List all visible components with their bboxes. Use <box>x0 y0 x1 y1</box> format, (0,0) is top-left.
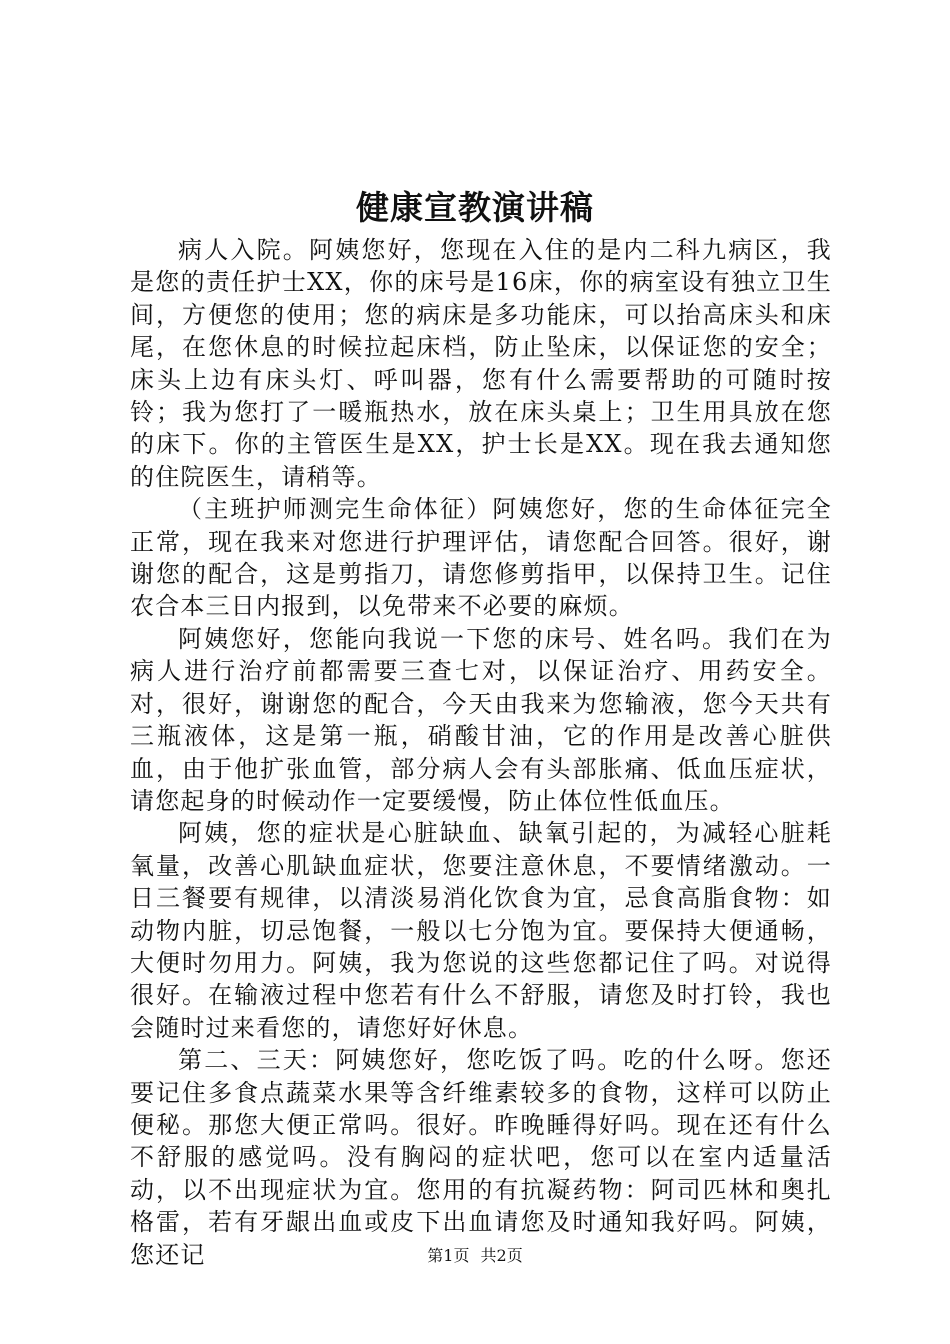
page-number-total: 共2页 <box>480 1246 523 1265</box>
paragraph: 阿姨，您的症状是心脏缺血、缺氧引起的，为减轻心脏耗氧量，改善心肌缺血症状，您要注意休息，不要情绪激动。一日三餐要有规律，以清淡易消化饮食为宜，忌食高脂食物：如动物内脏，切忌饱餐，一般以七分饱为宜。要保持大便通畅，大便时勿用力。阿姨，我为您说的这些您都记住了吗。对说得很好。在输液过程中您若有什么不舒服，请您及时打铃，我也会随时过来看您的，请您好好休息。 <box>130 819 832 1042</box>
page-number-current: 第1页 <box>427 1246 470 1265</box>
document-body <box>130 234 832 1271</box>
page-footer <box>0 1246 950 1266</box>
paragraph: （主班护师测完生命体征）阿姨您好，您的生命体征完全正常，现在我来对您进行护理评估，请您配合回答。很好，谢谢您的配合，这是剪指刀，请您修剪指甲，以保持卫生。记住农合本三日内报到，以免带来不必要的麻烦。 <box>130 495 832 621</box>
paragraph: 阿姨您好，您能向我说一下您的床号、姓名吗。我们在为病人进行治疗前都需要三查七对，以保证治疗、用药安全。对，很好，谢谢您的配合，今天由我来为您输液，您今天共有三瓶液体，这是第一瓶，硝酸甘油，它的作用是改善心脏供血，由于他扩张血管，部分病人会有头部胀痛、低血压症状，请您起身的时候动作一定要缓慢，防止体位性低血压。 <box>130 624 832 815</box>
document-title: 健康宣教演讲稿 <box>356 188 594 227</box>
paragraph: 病人入院。阿姨您好，您现在入住的是内二科九病区，我是您的责任护士XX，你的床号是16床，你的病室设有独立卫生间，方便您的使用；您的病床是多功能床，可以抬高床头和床尾，在您休息的时候拉起床档，防止坠床，以保证您的安全；床头上边有床头灯、呼叫器，您有什么需要帮助的可随时按铃；我为您打了一暖瓶热水，放在床头桌上；卫生用具放在您的床下。你的主管医生是XX，护士长是XX。现在我去通知您的住院医生，请稍等。 <box>130 236 832 491</box>
paragraph: 第二、三天：阿姨您好，您吃饭了吗。吃的什么呀。您还要记住多食点蔬菜水果等含纤维素较多的食物，这样可以防止便秘。那您大便正常吗。很好。昨晚睡得好吗。现在还有什么不舒服的感觉吗。没有胸闷的症状吧，您可以在室内适量活动，以不出现症状为宜。您用的有抗凝药物：阿司匹林和奥扎格雷，若有牙龈出血或皮下出血请您及时通知我好吗。阿姨，您还记 <box>130 1046 832 1269</box>
